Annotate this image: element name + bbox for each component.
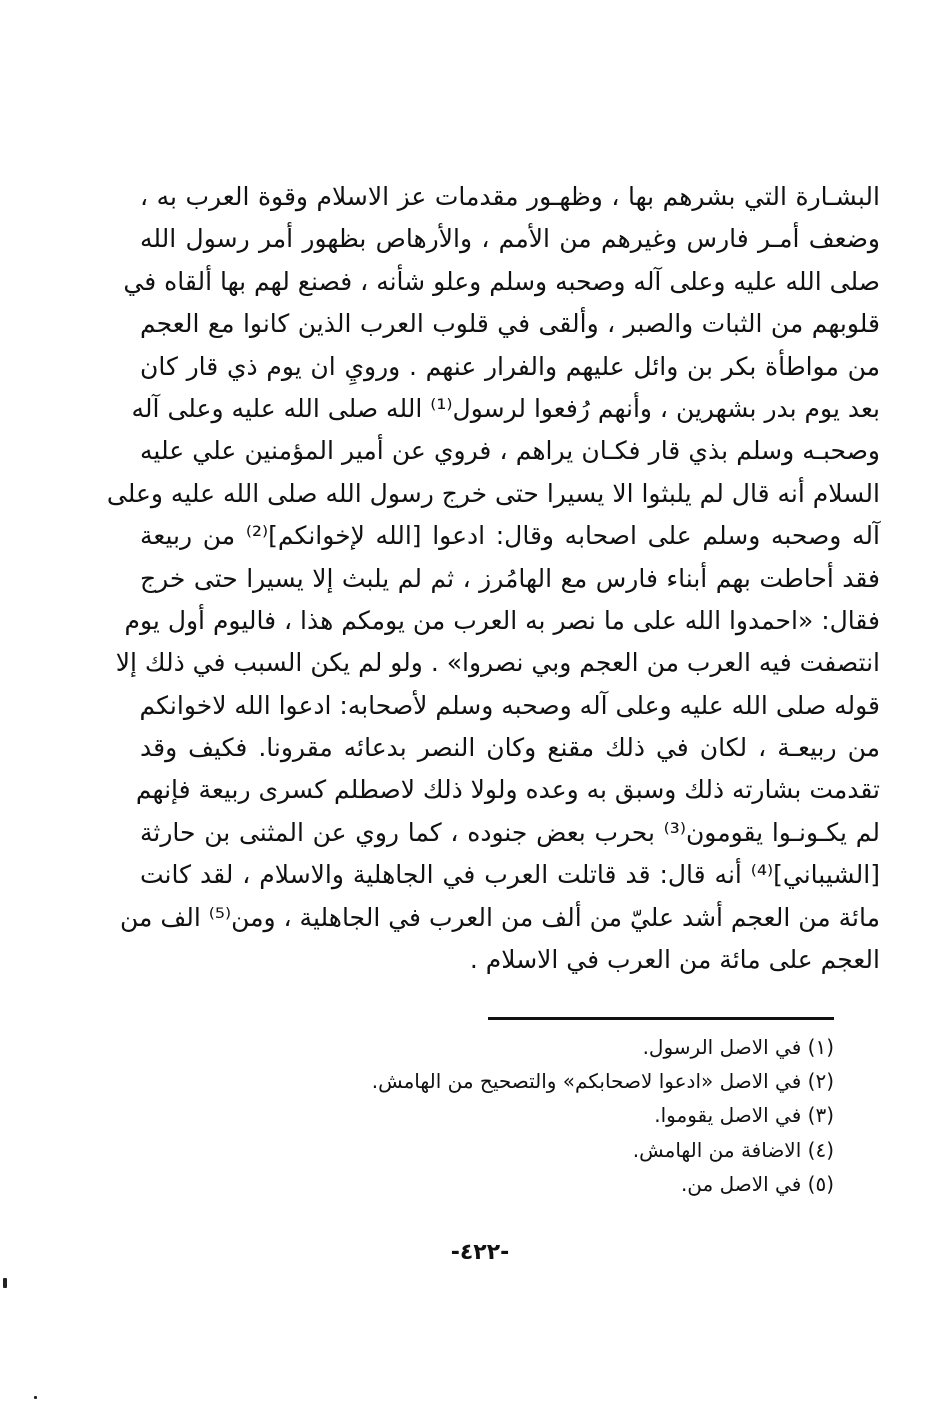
text-line: من ربيعـة ، لكان في ذلك مقنع وكان النصر بدعائه مقرونا. فكيف وقد bbox=[140, 733, 880, 763]
text-line: قلوبهم من الثبات والصبر ، وألقى في قلوب العرب الذين كانوا مع العجم bbox=[140, 309, 880, 339]
text-line: من مواطأة بكر بن وائل عليهم والفرار عنهم . ورويِ ان يوم ذي قار كان bbox=[140, 351, 880, 381]
text-line: فقد أحاطت بهم أبناء فارس مع الهامُرز ، ثم لم يلبث إلا يسيرا حتى خرج bbox=[140, 563, 880, 593]
text-line: السلام أنه قال لم يلبثوا الا يسيرا حتى خرج رسول الله صلى الله عليه وعلى bbox=[106, 478, 880, 508]
footnote-5: (٥) في الاصل من. bbox=[680, 1171, 834, 1196]
footnotes-block bbox=[300, 1030, 834, 1201]
footnote-1: (١) في الاصل الرسول. bbox=[642, 1035, 834, 1059]
footnote-3: (٣) في الاصل يقوموا. bbox=[654, 1103, 834, 1128]
text-line: وصحبـه وسلم بذي قار فكـان يراهم ، فروي عن أمير المؤمنين علي عليه bbox=[140, 436, 880, 466]
scan-speck bbox=[3, 1278, 7, 1288]
text-line: مائة من العجم أشد عليّ من ألف من العرب في الجاهلية ، ومن⁽⁵⁾ الف من bbox=[120, 902, 880, 932]
text-line: قوله صلى الله عليه وعلى آله وصحبه وسلم لأصحابه: ادعوا الله لاخوانكم bbox=[139, 690, 880, 720]
text-line: فقال: «احمدوا الله على ما نصر به العرب من يومكم هذا ، فاليوم أول يوم bbox=[124, 605, 880, 635]
text-line: البشـارة التي بشرهم بها ، وظهـور مقدمات عز الاسلام وقوة العرب به ، bbox=[140, 182, 880, 211]
text-line: لم يكـونـوا يقومون⁽³⁾ بحرب بعض جنوده ، كما روي عن المثنى بن حارثة bbox=[140, 817, 880, 847]
text-line: العجم على مائة من العرب في الاسلام . bbox=[469, 945, 880, 975]
text-line: آله وصحبه وسلم على اصحابه وقال: ادعوا [الله لإخوانكم]⁽²⁾ من ربيعة bbox=[140, 521, 880, 551]
text-line: [الشيباني]⁽⁴⁾ أنه قال: قد قاتلت العرب في الجاهلية والاسلام ، لقد كانت bbox=[140, 860, 880, 890]
page-number: -٤٢٢- bbox=[450, 1240, 510, 1265]
text-line: انتصفت فيه العرب من العجم وبي نصروا» . ولو لم يكن السبب في ذلك إلا bbox=[115, 648, 880, 678]
footnote-4: (٤) الاضافة من الهامش. bbox=[632, 1137, 834, 1162]
footnote-2: (٢) في الاصل «ادعوا لاصحابكم» والتصحيح من الهامش. bbox=[371, 1069, 834, 1094]
text-line: وضعف أمـر فارس وغيرهم من الأمم ، والأرهاص بظهور أمر رسول الله bbox=[140, 224, 880, 254]
text-line: صلى الله عليه وعلى آله وصحبه وسلم وعلو شأنه ، فصنع لهم بها ألقاه في bbox=[123, 266, 880, 296]
text-line: بعد يوم بدر بشهرين ، وأنهم رُفعوا لرسول⁽¹⁾ الله صلى الله عليه وعلى آله bbox=[131, 393, 880, 423]
footnote-separator bbox=[488, 1017, 834, 1020]
scan-speck bbox=[34, 1396, 37, 1399]
main-text-block bbox=[106, 176, 880, 981]
text-line: تقدمت بشارته ذلك وسبق به وعده ولولا ذلك لاصطلم كسرى ربيعة فإنهم bbox=[135, 775, 880, 805]
